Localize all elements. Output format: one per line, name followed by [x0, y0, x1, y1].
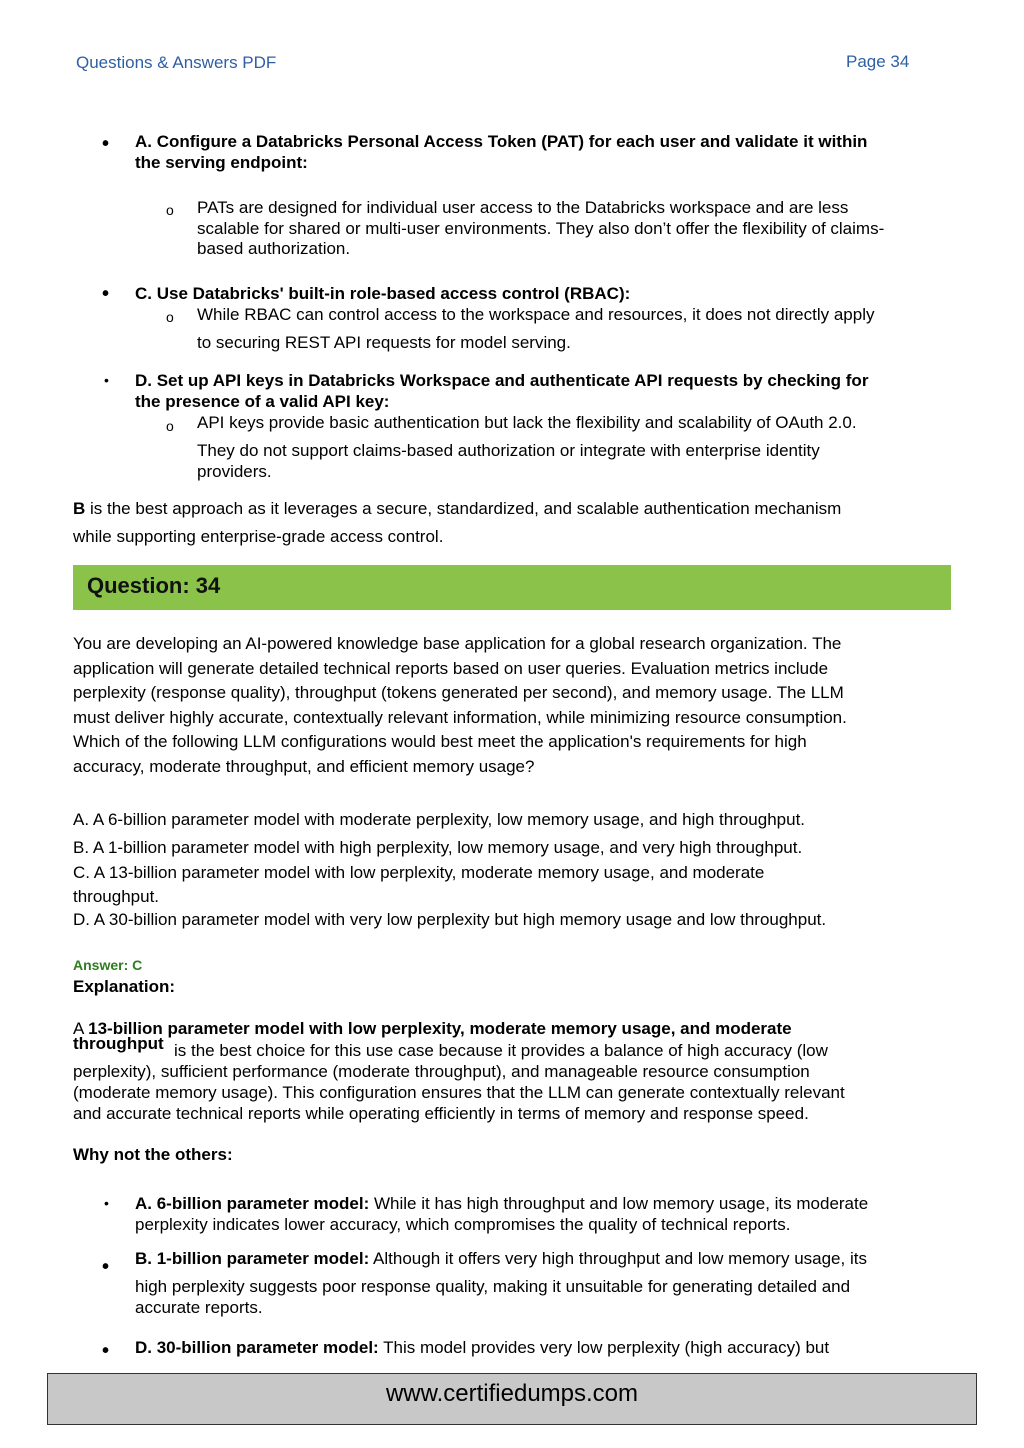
- conclusion-line: while supporting enterprise-grade access control.: [73, 527, 444, 546]
- explanation-label: Explanation:: [73, 977, 176, 996]
- explanation-line: perplexity), sufficient performance (moderate throughput), and manageable resource consumption: [73, 1062, 810, 1081]
- footer-url[interactable]: www.certifiedumps.com: [385, 1380, 639, 1407]
- answer-option-c: C. A 13-billion parameter model with low perplexity, moderate memory usage, and moderate: [73, 863, 765, 882]
- other-b: B. 1-billion parameter model: Although it offers very high throughput and low memory usage, its: [135, 1249, 867, 1268]
- answer-option-b: B. A 1-billion parameter model with high perplexity, low memory usage, and very high throughput.: [73, 838, 803, 857]
- explanation-line: and accurate technical reports while operating efficiently in terms of memory and response speed.: [73, 1104, 809, 1123]
- other-a: A. 6-billion parameter model: While it has high throughput and low memory usage, its moderate: [135, 1194, 869, 1213]
- bullet: •: [104, 1195, 109, 1211]
- conclusion-line: B is the best approach as it leverages a secure, standardized, and scalable authentication mechanism: [73, 499, 842, 518]
- question-text-line: accuracy, moderate throughput, and efficient memory usage?: [73, 757, 535, 776]
- bullet: •: [102, 1340, 110, 1362]
- question-text-line: must deliver highly accurate, contextually relevant information, while minimizing resource consumption.: [73, 708, 847, 727]
- question-text-line: You are developing an AI-powered knowledge base application for a global research organization. The: [73, 634, 842, 653]
- question-text-line: perplexity (response quality), throughput (tokens generated per second), and memory usage. The LLM: [73, 683, 844, 702]
- option-a-reason: PATs are designed for individual user access to the Databricks workspace and are less: [197, 198, 849, 217]
- explanation-line: (moderate memory usage). This configuration ensures that the LLM can generate contextually relevant: [73, 1083, 845, 1102]
- option-a-reason-cont: scalable for shared or multi-user environments. They also don’t offer the flexibility of claims-: [197, 219, 885, 238]
- option-a-title: A. Configure a Databricks Personal Access Token (PAT) for each user and validate it within: [135, 132, 868, 151]
- option-c-title: C. Use Databricks' built-in role-based access control (RBAC):: [135, 284, 631, 303]
- bullet: •: [102, 283, 110, 305]
- question-text-line: Which of the following LLM configurations would best meet the application's requirements for high: [73, 732, 807, 751]
- sub-bullet: o: [166, 202, 174, 218]
- other-a-cont: perplexity indicates lower accuracy, which compromises the quality of technical reports.: [135, 1215, 791, 1234]
- option-d-reason-cont: providers.: [197, 462, 272, 481]
- sub-bullet: o: [166, 309, 174, 325]
- bullet: •: [102, 1256, 110, 1278]
- option-d-reason-cont: They do not support claims-based authorization or integrate with enterprise identity: [197, 441, 820, 460]
- answer-label: Answer: C: [73, 957, 143, 973]
- explanation-line: is the best choice for this use case because it provides a balance of high accuracy (low: [174, 1041, 828, 1060]
- bullet: •: [104, 372, 109, 388]
- answer-option-c-cont: throughput.: [73, 887, 160, 906]
- option-c-reason: While RBAC can control access to the workspace and resources, it does not directly apply: [197, 305, 875, 324]
- option-d-reason: API keys provide basic authentication but lack the flexibility and scalability of OAuth 2.0.: [197, 413, 857, 432]
- question-text-line: application will generate detailed technical reports based on user queries. Evaluation metrics include: [73, 659, 829, 678]
- page-number: Page 34: [846, 52, 910, 71]
- other-b-cont: accurate reports.: [135, 1298, 263, 1317]
- footer-bar: [47, 1373, 977, 1425]
- question-title: Question: 34: [87, 573, 221, 598]
- why-not-heading: Why not the others:: [73, 1145, 233, 1164]
- explanation-bold: throughput: [73, 1034, 164, 1053]
- option-d-title-cont: the presence of a valid API key:: [135, 392, 390, 411]
- answer-option-a: A. A 6-billion parameter model with moderate perplexity, low memory usage, and high throughput.: [73, 810, 806, 829]
- explanation-line: A 13-billion parameter model with low perplexity, moderate memory usage, and moderate: [73, 1019, 792, 1038]
- option-a-reason-cont: based authorization.: [197, 239, 351, 258]
- conclusion-answer: B: [73, 499, 86, 518]
- option-d-title: D. Set up API keys in Databricks Workspace and authenticate API requests by checking for: [135, 371, 869, 390]
- bullet: •: [102, 133, 110, 155]
- other-d: D. 30-billion parameter model: This model provides very low perplexity (high accuracy) but: [135, 1338, 830, 1357]
- header-title: Questions & Answers PDF: [76, 53, 277, 72]
- option-c-reason-cont: to securing REST API requests for model serving.: [197, 333, 571, 352]
- question-header-bar: [73, 565, 951, 610]
- other-b-cont: high perplexity suggests poor response quality, making it unsuitable for generating detailed and: [135, 1277, 851, 1296]
- option-a-title-cont: the serving endpoint:: [135, 153, 308, 172]
- answer-option-d: D. A 30-billion parameter model with very low perplexity but high memory usage and low throughput.: [73, 910, 827, 929]
- sub-bullet: o: [166, 418, 174, 434]
